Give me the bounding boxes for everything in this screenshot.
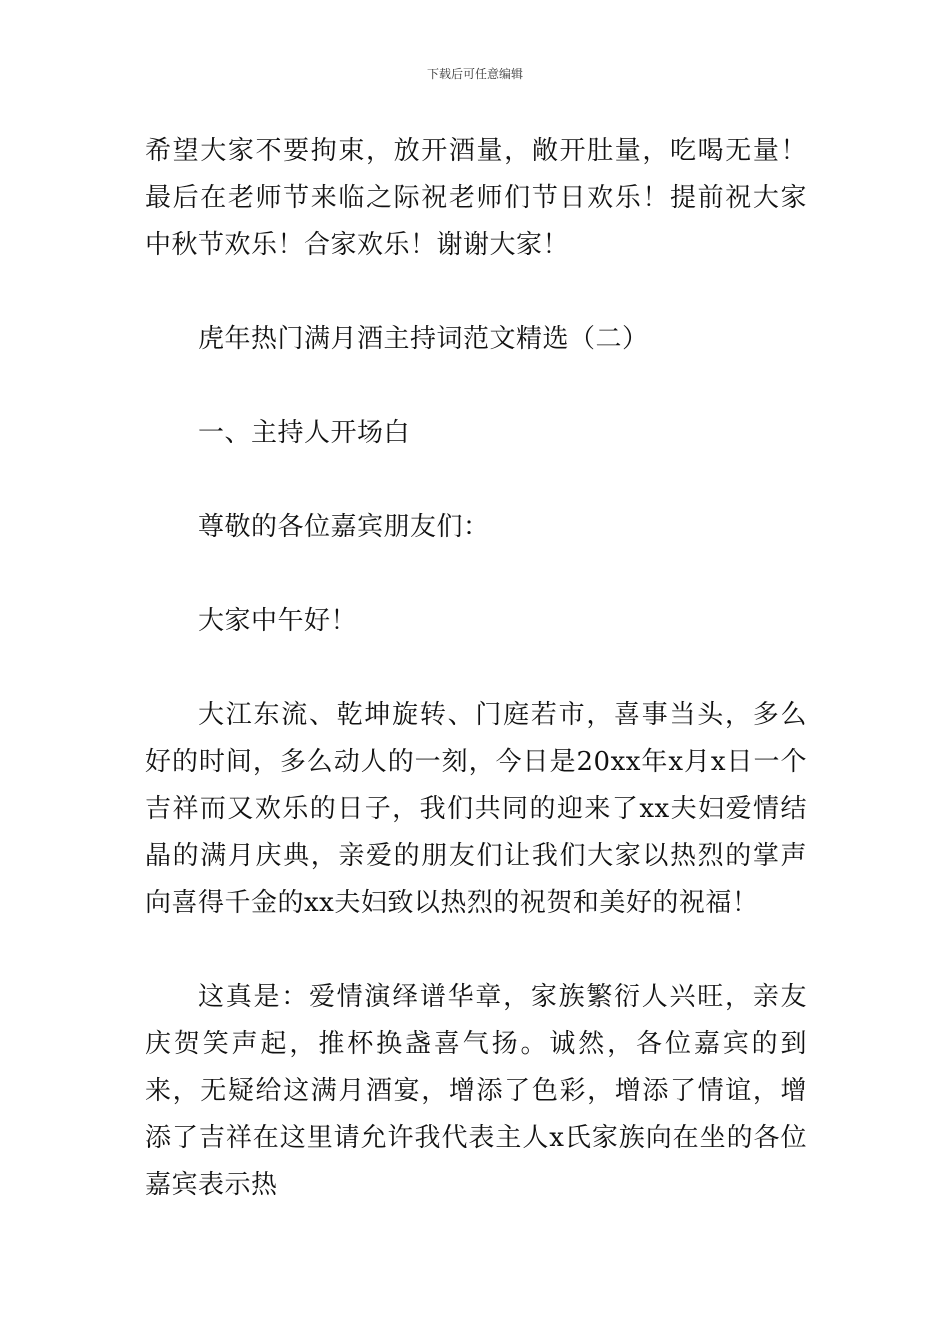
paragraph-verse: 这真是：爱情演绎谱华章，家族繁衍人兴旺，亲友庆贺笑声起，推杯换盏喜气扬。诚然，各位嘉宾的到来，无疑给这满月酒宴，增添了色彩，增添了情谊，增添了吉祥在这里请允许我代表主人x氏家族向在坐的各位嘉宾表示热: [145, 982, 807, 1200]
salutation: 尊敬的各位嘉宾朋友们：: [198, 512, 490, 542]
greeting: 大家中午好！: [198, 606, 358, 636]
subsection-heading: 一、主持人开场白: [198, 418, 411, 448]
document-body: [145, 128, 807, 1209]
section-title: 虎年热门满月酒主持词范文精选（二）: [198, 324, 649, 354]
paragraph-closing-wishes: 希望大家不要拘束，放开酒量，敞开肚量，吃喝无量！最后在老师节来临之际祝老师们节日欢乐！提前祝大家中秋节欢乐！合家欢乐！谢谢大家！: [145, 136, 807, 260]
page-header-note: 下载后可任意编辑: [426, 67, 523, 81]
paragraph-celebration: 大江东流、乾坤旋转、门庭若市，喜事当头，多么好的时间，多么动人的一刻，今日是20xx年x月x日一个吉祥而又欢乐的日子，我们共同的迎来了xx夫妇爱情结晶的满月庆典，亲爱的朋友们让我们大家以热烈的掌声向喜得千金的xx夫妇致以热烈的祝贺和美好的祝福！: [145, 700, 807, 918]
